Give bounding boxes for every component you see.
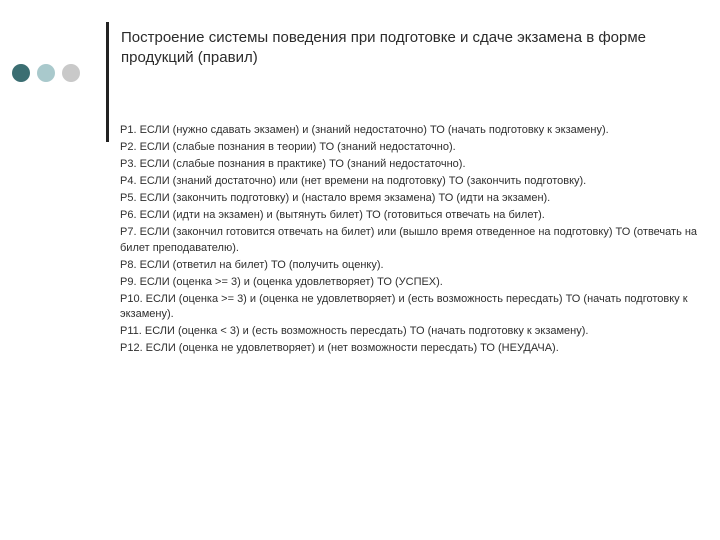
rule-item: P11. ЕСЛИ (оценка < 3) и (есть возможность пересдать) ТО (начать подготовку к экзамену).	[120, 325, 589, 337]
dot-gray-icon	[62, 64, 80, 82]
rule-item: P2. ЕСЛИ (слабые познания в теории) ТО (знаний недостаточно).	[120, 141, 456, 153]
dot-light-teal-icon	[37, 64, 55, 82]
rules-list	[120, 123, 710, 358]
title-accent-bar	[106, 22, 109, 142]
rule-item: P7. ЕСЛИ (закончил готовится отвечать на билет) или (вышло время отведенное на подготовку) ТО (отвечать на билет преподавателю).	[120, 226, 698, 254]
decorative-dots	[12, 64, 80, 82]
slide-title: Построение системы поведения при подготовке и сдаче экзамена в форме продукций (правил)	[121, 29, 647, 66]
rule-item: P1. ЕСЛИ (нужно сдавать экзамен) и (знаний недостаточно) ТО (начать подготовку к экзамену).	[120, 124, 609, 136]
rule-item: P4. ЕСЛИ (знаний достаточно) или (нет времени на подготовку) ТО (закончить подготовку).	[120, 175, 587, 187]
rule-item: P10. ЕСЛИ (оценка >= 3) и (оценка не удовлетворяет) и (есть возможность пересдать) ТО (начать подготовку к экзамену).	[120, 292, 688, 320]
rule-item: P8. ЕСЛИ (ответил на билет) ТО (получить оценку).	[120, 258, 384, 271]
rule-item: P12. ЕСЛИ (оценка не удовлетворяет) и (нет возможности пересдать) ТО (НЕУДАЧА).	[120, 342, 559, 354]
dot-dark-teal-icon	[12, 64, 30, 82]
rule-item: P6. ЕСЛИ (идти на экзамен) и (вытянуть билет) ТО (готовиться отвечать на билет).	[120, 209, 545, 221]
rule-item: P9. ЕСЛИ (оценка >= 3) и (оценка удовлетворяет) ТО (УСПЕХ).	[120, 275, 443, 288]
rule-item: P3. ЕСЛИ (слабые познания в практике) ТО (знаний недостаточно).	[120, 158, 466, 170]
rule-item: P5. ЕСЛИ (закончить подготовку) и (настало время экзамена) ТО (идти на экзамен).	[120, 192, 551, 204]
